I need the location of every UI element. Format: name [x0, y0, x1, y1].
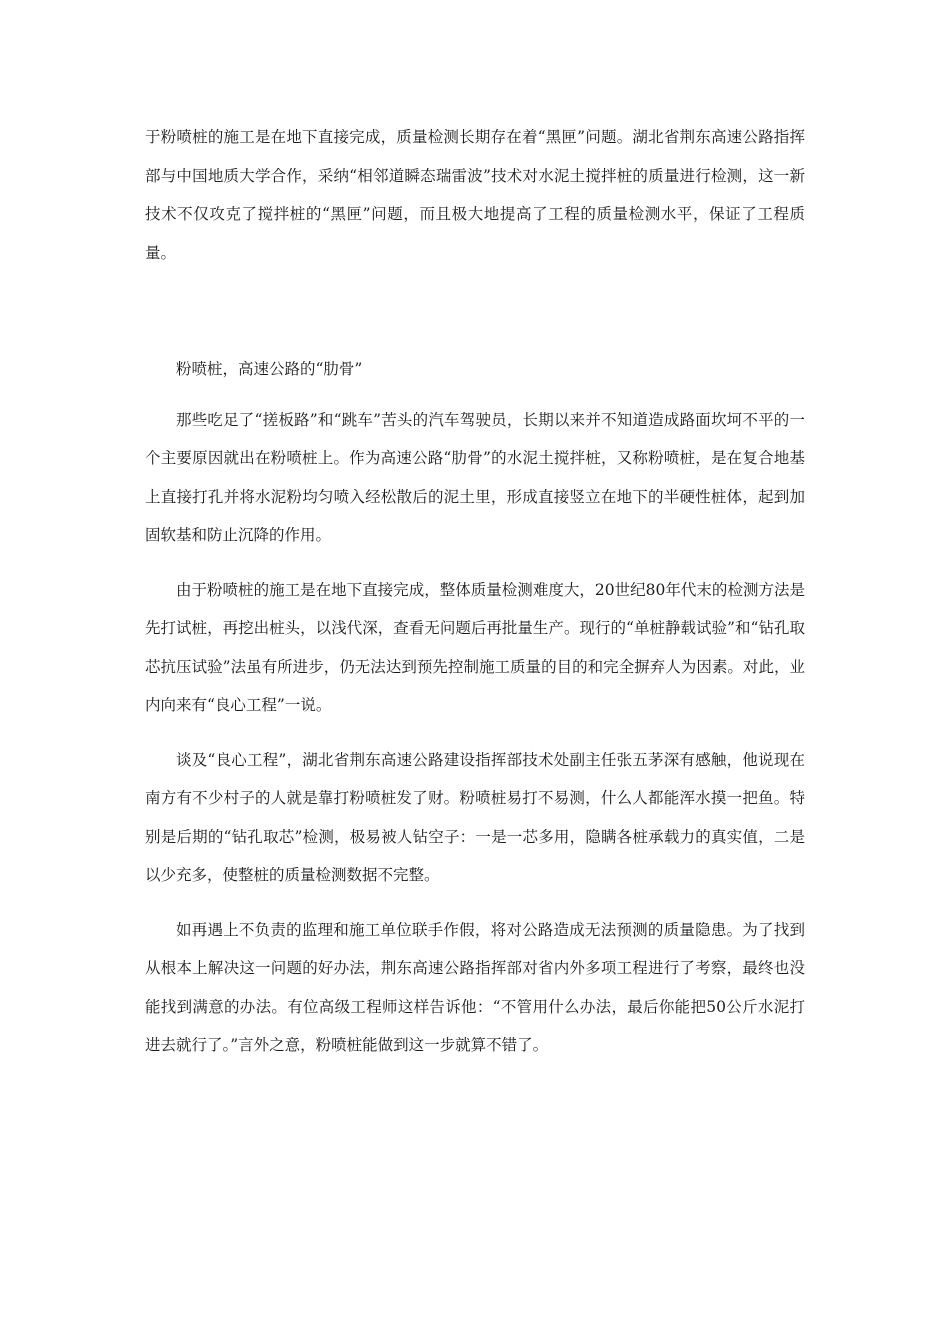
paragraph-conscience-project: 谈及“良心工程”，湖北省荆东高速公路建设指挥部技术处副主任张五茅深有感触，他说现在南方有不少村子的人就是靠打粉喷桩发了财。粉喷桩易打不易测，什么人都能浑水摸一把鱼。特别是后期的“钻孔取芯”检测，极易被人钻空子：一是一芯多用，隐瞒各桩承载力的真实值，二是以少充多，使整桩的质量检测数据不完整。 [145, 750, 805, 884]
paragraph-drivers: 那些吃足了“搓板路”和“跳车”苦头的汽车驾驶员，长期以来并不知道造成路面坎坷不平的一个主要原因就出在粉喷桩上。作为高速公路“肋骨”的水泥土搅拌桩，又称粉喷桩，是在复合地基上直接打孔并将水泥粉均匀喷入经松散后的泥土里，形成直接竖立在地下的半硬性桩体，起到加固软基和防止沉降的作用。 [145, 410, 805, 544]
document-body [145, 118, 805, 1065]
paragraph-intro: 于粉喷桩的施工是在地下直接完成，质量检测长期存在着“黑匣”问题。湖北省荆东高速公路指挥部与中国地质大学合作，采纳“相邻道瞬态瑞雷波”技术对水泥土搅拌桩的质量进行检测，这一新技术不仅攻克了搅拌桩的“黑匣”问题，而且极大地提高了工程的质量检测水平，保证了工程质量。 [145, 128, 805, 262]
section-heading: 粉喷桩，高速公路的“肋骨” [176, 360, 363, 378]
paragraph-testing-methods: 由于粉喷桩的施工是在地下直接完成，整体质量检测难度大，20世纪80年代末的检测方法是先打试桩，再挖出桩头，以浅代深，查看无问题后再批量生产。现行的“单桩静载试验”和“钻孔取芯抗压试验”法虽有所进步，仍无法达到预先控制施工质量的目的和完全摒弃人为因素。对此，业内向来有“良心工程”一说。 [145, 580, 805, 714]
paragraph-quality-risk: 如再遇上不负责的监理和施工单位联手作假，将对公路造成无法预测的质量隐患。为了找到从根本上解决这一问题的好办法，荆东高速公路指挥部对省内外多项工程进行了考察，最终也没能找到满意的办法。有位高级工程师这样告诉他：“不管用什么办法，最后你能把50公斤水泥打进去就行了。”言外之意，粉喷桩能做到这一步就算不错了。 [145, 920, 805, 1054]
